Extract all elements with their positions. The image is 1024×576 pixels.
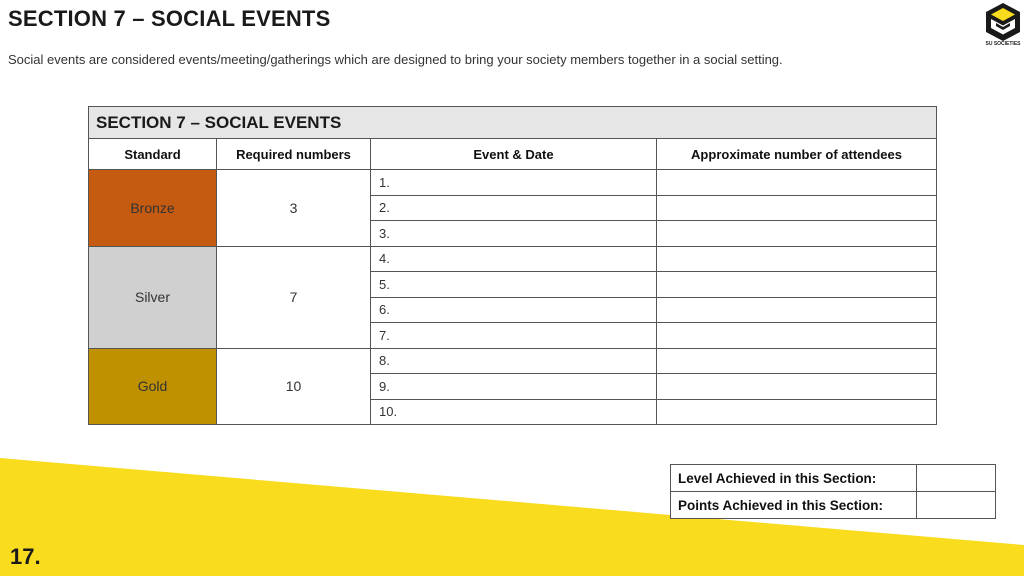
event-cell-1[interactable]: 1.	[371, 170, 657, 196]
attendees-cell-3[interactable]	[657, 221, 937, 247]
page-title: SECTION 7 – SOCIAL EVENTS	[8, 6, 331, 31]
event-cell-7[interactable]: 7.	[371, 323, 657, 349]
event-cell-5[interactable]: 5.	[371, 272, 657, 298]
attendees-cell-6[interactable]	[657, 297, 937, 323]
page-number: 17.	[10, 544, 41, 569]
tier-silver: Silver	[89, 246, 217, 348]
header-standard: Standard	[89, 139, 217, 170]
intro-text: Social events are considered events/meeting/gatherings which are designed to bring your society members together in a social setting.	[8, 52, 783, 67]
tier-bronze: Bronze	[89, 170, 217, 247]
attendees-cell-7[interactable]	[657, 323, 937, 349]
points-achieved-value[interactable]	[917, 492, 996, 519]
attendees-cell-1[interactable]	[657, 170, 937, 196]
attendees-cell-9[interactable]	[657, 374, 937, 400]
required-silver: 7	[217, 246, 371, 348]
attendees-cell-2[interactable]	[657, 195, 937, 221]
tier-gold: Gold	[89, 348, 217, 425]
level-achieved-value[interactable]	[917, 465, 996, 492]
event-cell-6[interactable]: 6.	[371, 297, 657, 323]
attendees-cell-5[interactable]	[657, 272, 937, 298]
level-achieved-label: Level Achieved in this Section:	[671, 465, 917, 492]
required-gold: 10	[217, 348, 371, 425]
table-title: SECTION 7 – SOCIAL EVENTS	[89, 107, 937, 139]
social-events-table	[88, 106, 937, 425]
points-achieved-label: Points Achieved in this Section:	[671, 492, 917, 519]
required-bronze: 3	[217, 170, 371, 247]
event-cell-9[interactable]: 9.	[371, 374, 657, 400]
attendees-cell-8[interactable]	[657, 348, 937, 374]
event-cell-10[interactable]: 10.	[371, 399, 657, 425]
header-required-numbers: Required numbers	[217, 139, 371, 170]
event-cell-4[interactable]: 4.	[371, 246, 657, 272]
section-summary-table	[670, 464, 996, 519]
event-cell-2[interactable]: 2.	[371, 195, 657, 221]
event-cell-8[interactable]: 8.	[371, 348, 657, 374]
header-event-date: Event & Date	[371, 139, 657, 170]
logo-text: SU SOCIETIES	[985, 41, 1021, 47]
header-attendees: Approximate number of attendees	[657, 139, 937, 170]
event-cell-3[interactable]: 3.	[371, 221, 657, 247]
attendees-cell-10[interactable]	[657, 399, 937, 425]
attendees-cell-4[interactable]	[657, 246, 937, 272]
